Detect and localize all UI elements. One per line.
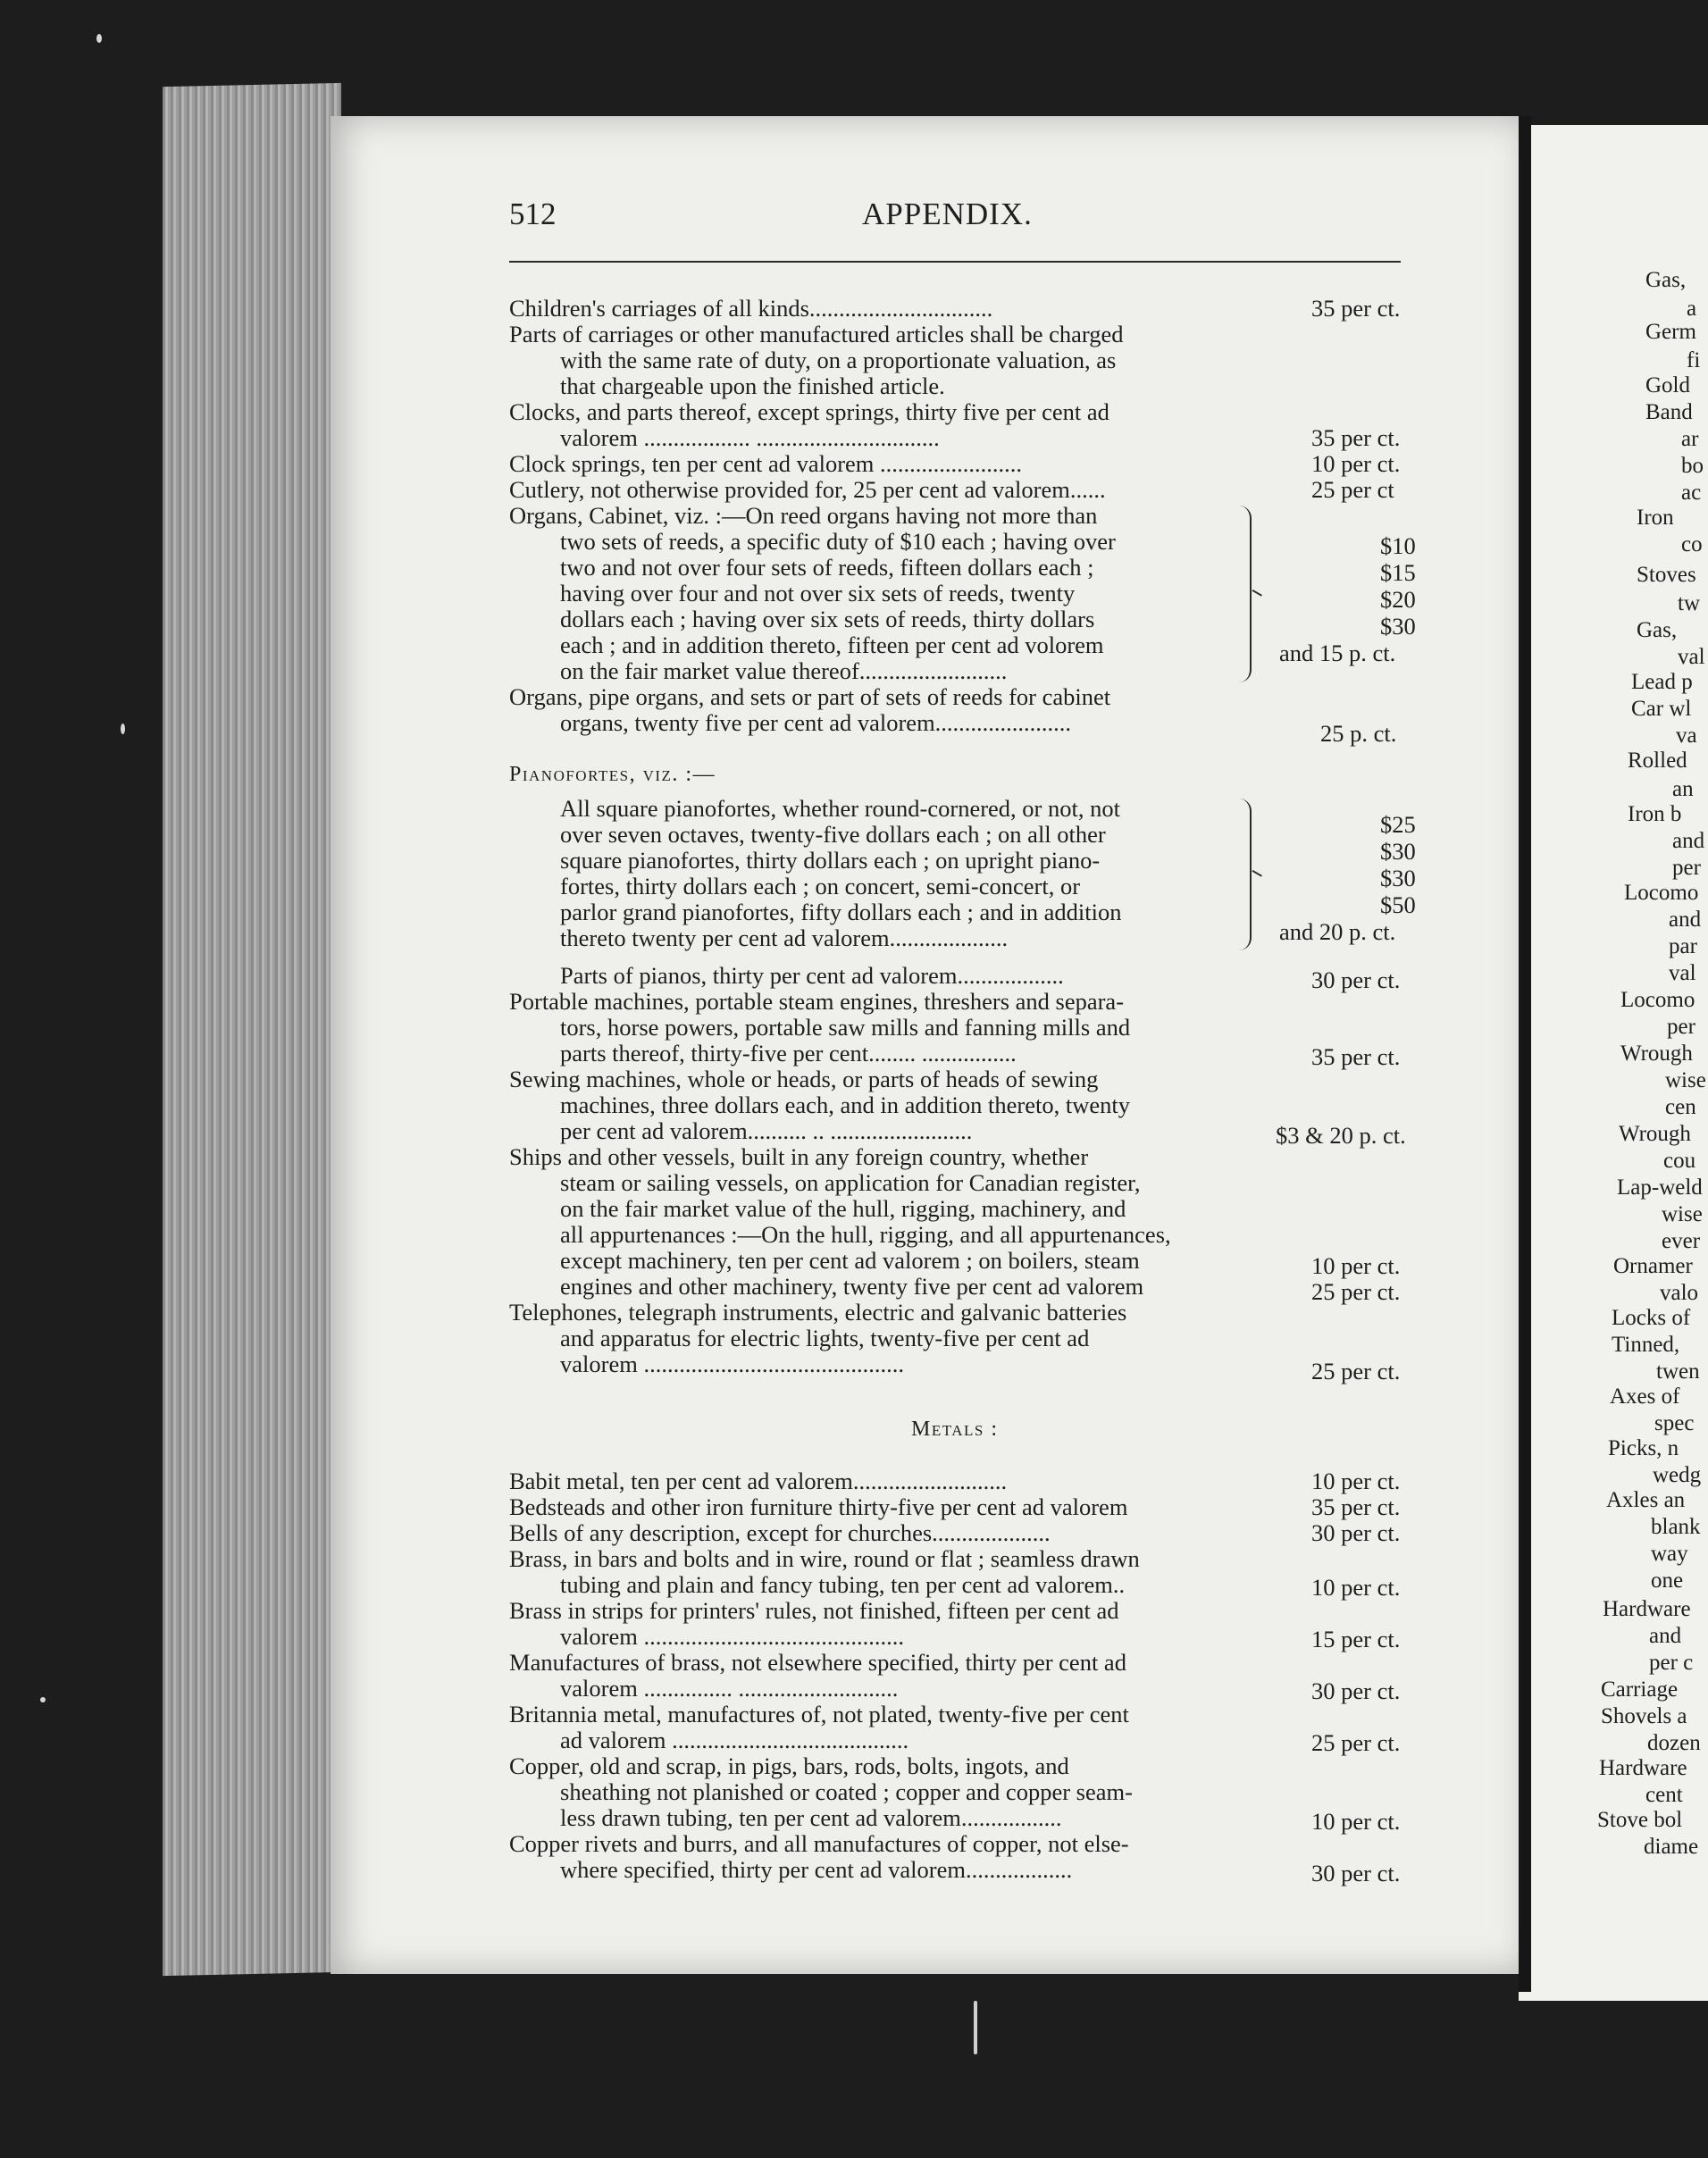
text-line: Britannia metal, manufactures of, not plated, twenty-five per cent bbox=[509, 1701, 1129, 1727]
right-page-text: Shovels a bbox=[1601, 1704, 1687, 1728]
text-line: Parts of pianos, thirty per cent ad valorem.................. bbox=[560, 962, 1064, 989]
text-line: two sets of reeds, a specific duty of $10 each ; having over bbox=[560, 528, 1116, 555]
text-line: parlor grand pianofortes, fifty dollars each ; and in addition bbox=[560, 899, 1122, 925]
right-page-text: Car wl bbox=[1631, 697, 1692, 721]
right-page-text: Picks, n bbox=[1608, 1436, 1679, 1460]
text-line: dollars each ; having over six sets of reeds, thirty dollars bbox=[560, 606, 1095, 632]
rate-value: $25 bbox=[1380, 811, 1416, 838]
right-page-text: Stove bol bbox=[1597, 1808, 1683, 1832]
right-page-text: par bbox=[1669, 934, 1697, 958]
text-line: Cutlery, not otherwise provided for, 25 per cent ad valorem...... bbox=[509, 476, 1106, 503]
rate-value: 30 per ct. bbox=[1311, 1860, 1401, 1886]
right-page-text: Lap-weld bbox=[1617, 1175, 1703, 1200]
right-page-text: Band bbox=[1645, 400, 1693, 424]
rate-value: 35 per ct. bbox=[1311, 1493, 1401, 1520]
dust-speck bbox=[121, 724, 125, 734]
header-rule bbox=[509, 261, 1401, 263]
rate-value: 15 per ct. bbox=[1311, 1626, 1401, 1652]
right-page-text: one bbox=[1651, 1568, 1684, 1593]
text-line: thereto twenty per cent ad valorem.................... bbox=[560, 924, 1009, 951]
right-page-text: Stoves bbox=[1637, 563, 1696, 587]
text-line: fortes, thirty dollars each ; on concert, semi-concert, or bbox=[560, 873, 1081, 899]
text-line: Portable machines, portable steam engines, threshers and separa- bbox=[509, 988, 1125, 1015]
brace-organs bbox=[1237, 506, 1252, 682]
text-line: organs, twenty five per cent ad valorem....................... bbox=[560, 709, 1072, 736]
right-page-text: blank bbox=[1651, 1515, 1701, 1539]
text-line: Ships and other vessels, built in any foreign country, whether bbox=[509, 1143, 1089, 1170]
rate-value: $20 bbox=[1380, 586, 1416, 613]
text-line: valorem ............................................ bbox=[560, 1623, 904, 1650]
section-heading-metals: Metals : bbox=[911, 1418, 999, 1441]
text-line: steam or sailing vessels, on application for Canadian register, bbox=[560, 1169, 1141, 1196]
right-page-text: ac bbox=[1681, 481, 1702, 505]
right-page-text: ever bbox=[1662, 1229, 1701, 1253]
text-line: Babit metal, ten per cent ad valorem.......................... bbox=[509, 1468, 1008, 1494]
right-page-text: Lead p bbox=[1631, 670, 1693, 694]
right-page-text: ar bbox=[1681, 427, 1699, 451]
right-page-text: dozen bbox=[1647, 1731, 1701, 1755]
right-page-text: tw bbox=[1678, 591, 1700, 615]
dust-speck bbox=[96, 34, 102, 43]
brace-pianofortes bbox=[1237, 799, 1252, 950]
text-line: Brass in strips for printers' rules, not finished, fifteen per cent ad bbox=[509, 1597, 1119, 1624]
right-page-text: Locomo bbox=[1620, 988, 1695, 1012]
text-line: valorem ............... ........................... bbox=[560, 1675, 899, 1702]
text-line: tors, horse powers, portable saw mills and fanning mills and bbox=[560, 1014, 1131, 1041]
right-page-text: val bbox=[1678, 645, 1705, 669]
rate-value: $30 bbox=[1380, 838, 1416, 865]
rate-value: $3 & 20 p. ct. bbox=[1276, 1122, 1406, 1149]
rate-value: 10 per ct. bbox=[1311, 1808, 1401, 1835]
rate-value: 10 per ct. bbox=[1311, 1468, 1401, 1494]
text-line: where specified, thirty per cent ad valorem.................. bbox=[560, 1856, 1073, 1883]
rate-value: 30 per ct. bbox=[1311, 966, 1401, 993]
right-page-text: and bbox=[1672, 829, 1705, 853]
rate-value: $30 bbox=[1380, 613, 1416, 640]
rate-value: 25 per ct. bbox=[1311, 1278, 1401, 1305]
text-line: Sewing machines, whole or heads, or parts of heads of sewing bbox=[509, 1066, 1099, 1092]
rate-value: and 15 p. ct. bbox=[1279, 640, 1396, 666]
right-page-text: wise bbox=[1665, 1068, 1706, 1092]
rate-value: $30 bbox=[1380, 865, 1416, 891]
section-heading-pianofortes: Pianofortes, viz. :— bbox=[509, 763, 716, 786]
book-page-edges bbox=[163, 83, 341, 1976]
rate-value: 35 per ct. bbox=[1311, 295, 1401, 322]
rate-value: $10 bbox=[1380, 532, 1416, 559]
right-page-text: Gas, bbox=[1637, 618, 1678, 642]
page-number: 512 bbox=[509, 197, 557, 231]
right-page-text: per bbox=[1667, 1015, 1695, 1039]
rate-value: 10 per ct. bbox=[1311, 1574, 1401, 1601]
text-line: having over four and not over six sets of reeds, twenty bbox=[560, 580, 1076, 606]
rate-value: 10 per ct. bbox=[1311, 450, 1401, 477]
text-line: Copper rivets and burrs, and all manufactures of copper, not else- bbox=[509, 1830, 1129, 1857]
text-line: that chargeable upon the finished article. bbox=[560, 372, 945, 399]
text-line: machines, three dollars each, and in addition thereto, twenty bbox=[560, 1092, 1130, 1118]
right-page-text: Germ bbox=[1645, 320, 1696, 344]
text-line: on the fair market value thereof......................... bbox=[560, 657, 1008, 684]
rate-value: 30 per ct. bbox=[1311, 1519, 1401, 1546]
stray-mark bbox=[974, 2001, 977, 2054]
text-line: parts thereof, thirty-five per cent........ ................ bbox=[560, 1040, 1017, 1066]
text-line: Bedsteads and other iron furniture thirty-five per cent ad valorem bbox=[509, 1493, 1128, 1520]
rate-value: 30 per ct. bbox=[1311, 1677, 1401, 1704]
right-page-text: per bbox=[1672, 856, 1701, 880]
right-page-text: cen bbox=[1665, 1095, 1696, 1119]
right-page-text: cent bbox=[1645, 1783, 1683, 1807]
dust-speck bbox=[40, 1697, 46, 1702]
right-page-text: Axes of bbox=[1610, 1384, 1680, 1409]
right-page-text: an bbox=[1672, 777, 1694, 801]
text-line: less drawn tubing, ten per cent ad valorem................. bbox=[560, 1804, 1062, 1831]
text-line: ad valorem ........................................ bbox=[560, 1727, 909, 1753]
text-line: per cent ad valorem.......... .. ........................ bbox=[560, 1117, 973, 1144]
right-page-text: co bbox=[1681, 532, 1703, 556]
text-line: Parts of carriages or other manufactured articles shall be charged bbox=[509, 321, 1124, 347]
right-page-text: wise bbox=[1662, 1202, 1703, 1226]
right-page-text: val bbox=[1669, 961, 1696, 985]
right-page-text: twen bbox=[1656, 1359, 1700, 1384]
right-page-text: Iron bbox=[1637, 506, 1674, 530]
rate-value: 25 per ct. bbox=[1311, 1729, 1401, 1756]
right-page-text: Rolled bbox=[1628, 749, 1687, 773]
right-page-text: wedg bbox=[1653, 1463, 1702, 1487]
text-line: Clock springs, ten per cent ad valorem ........................ bbox=[509, 450, 1023, 477]
page-gutter bbox=[1519, 116, 1531, 1992]
text-line: Bells of any description, except for churches.................... bbox=[509, 1519, 1051, 1546]
right-page-text: spec bbox=[1654, 1411, 1695, 1435]
text-line: and apparatus for electric lights, twenty-five per cent ad bbox=[560, 1325, 1090, 1351]
text-line: sheathing not planished or coated ; copper and copper seam- bbox=[560, 1778, 1133, 1805]
right-page-text: Gold bbox=[1645, 373, 1690, 397]
right-page-text: Locks of bbox=[1612, 1306, 1691, 1330]
text-line: each ; and in addition thereto, fifteen per cent ad volorem bbox=[560, 632, 1104, 658]
text-line: Children's carriages of all kinds............................... bbox=[509, 295, 993, 322]
page-header bbox=[509, 197, 1402, 241]
right-page-text: Hardware bbox=[1599, 1756, 1687, 1780]
right-page-text: valo bbox=[1660, 1281, 1699, 1305]
text-line: Telephones, telegraph instruments, electric and galvanic batteries bbox=[509, 1299, 1127, 1326]
right-page-text: per c bbox=[1649, 1651, 1694, 1675]
right-page-text: Iron b bbox=[1628, 802, 1682, 826]
right-page-text: va bbox=[1676, 724, 1697, 748]
text-line: Copper, old and scrap, in pigs, bars, rods, bolts, ingots, and bbox=[509, 1752, 1069, 1779]
text-line: Organs, pipe organs, and sets or part of sets of reeds for cabinet bbox=[509, 683, 1111, 710]
text-line: valorem ............................................ bbox=[560, 1351, 904, 1377]
page-title: APPENDIX. bbox=[862, 197, 1033, 231]
rate-value: $15 bbox=[1380, 559, 1416, 586]
rate-value: $50 bbox=[1380, 891, 1416, 918]
right-page-text: Tinned, bbox=[1612, 1333, 1680, 1357]
right-page-text: way bbox=[1651, 1542, 1688, 1566]
text-line: square pianofortes, thirty dollars each ; on upright piano- bbox=[560, 847, 1101, 874]
text-line: Clocks, and parts thereof, except springs, thirty five per cent ad bbox=[509, 398, 1109, 425]
text-line: All square pianofortes, whether round-cornered, or not, not bbox=[560, 795, 1120, 822]
rate-value: 25 per ct. bbox=[1311, 1358, 1401, 1384]
right-page-text: Hardware bbox=[1603, 1597, 1691, 1621]
right-page-text: fi bbox=[1687, 348, 1701, 372]
right-page-text: Carriage bbox=[1601, 1677, 1679, 1702]
rate-value: 35 per ct. bbox=[1311, 424, 1401, 451]
text-line: Manufactures of brass, not elsewhere specified, thirty per cent ad bbox=[509, 1649, 1126, 1676]
right-page-text: Axles an bbox=[1606, 1488, 1686, 1512]
right-page-text: Gas, bbox=[1645, 268, 1687, 292]
right-page-text: Locomo bbox=[1624, 881, 1699, 905]
text-line: engines and other machinery, twenty five per cent ad valorem bbox=[560, 1273, 1144, 1300]
text-line: valorem .................. ............................... bbox=[560, 424, 940, 451]
rate-value: and 20 p. ct. bbox=[1279, 918, 1396, 945]
right-page-text: cou bbox=[1663, 1149, 1696, 1173]
right-page-text: diame bbox=[1644, 1835, 1699, 1859]
text-line: Organs, Cabinet, viz. :—On reed organs having not more than bbox=[509, 502, 1098, 529]
right-page-text: Wrough bbox=[1619, 1122, 1691, 1146]
rate-value: 25 p. ct. bbox=[1320, 720, 1397, 747]
text-line: all appurtenances :—On the hull, rigging, and all appurtenances, bbox=[560, 1221, 1171, 1248]
right-page-text: bo bbox=[1681, 454, 1704, 478]
text-line: over seven octaves, twenty-five dollars each ; on all other bbox=[560, 821, 1106, 848]
right-page-text: a bbox=[1687, 297, 1697, 321]
rate-value: 25 per ct bbox=[1311, 476, 1394, 503]
text-line: two and not over four sets of reeds, fifteen dollars each ; bbox=[560, 554, 1094, 581]
text-line: tubing and plain and fancy tubing, ten per cent ad valorem.. bbox=[560, 1571, 1126, 1598]
right-page-text: Wrough bbox=[1620, 1041, 1693, 1066]
text-line: except machinery, ten per cent ad valorem ; on boilers, steam bbox=[560, 1247, 1140, 1274]
rate-value: 35 per ct. bbox=[1311, 1043, 1401, 1070]
text-line: on the fair market value of the hull, rigging, machinery, and bbox=[560, 1195, 1126, 1222]
right-page-text: and bbox=[1649, 1624, 1682, 1648]
right-page-text: Ornamer bbox=[1613, 1254, 1693, 1278]
rate-value: 10 per ct. bbox=[1311, 1252, 1401, 1279]
text-line: Brass, in bars and bolts and in wire, round or flat ; seamless drawn bbox=[509, 1545, 1140, 1572]
right-page-text: and bbox=[1669, 908, 1702, 932]
text-line: with the same rate of duty, on a proportionate valuation, as bbox=[560, 347, 1117, 373]
